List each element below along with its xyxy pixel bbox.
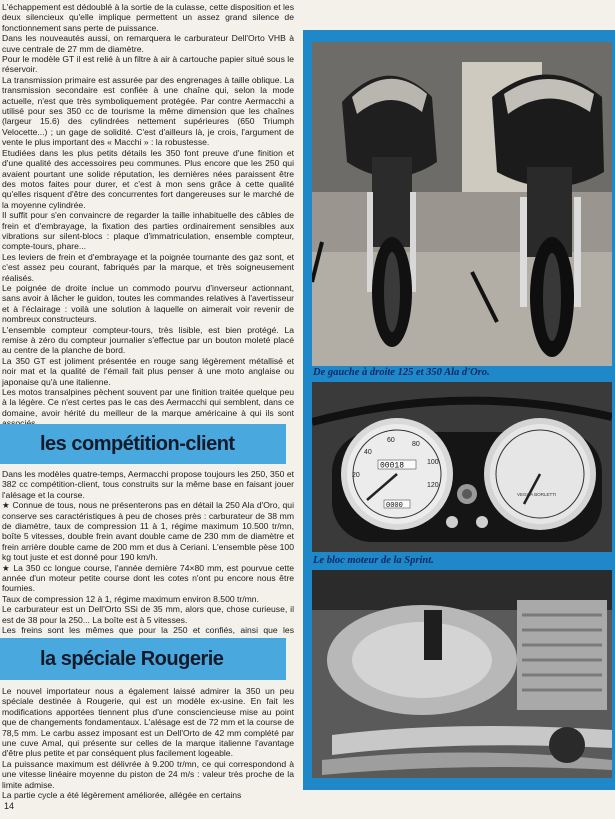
gauge-brand: VEGLIA BORLETTI bbox=[517, 492, 557, 497]
paragraph: Les leviers de frein et d'embrayage et la poignée tournante des gaz sont, et c'est assez peu courant, fabriqués par la marque, et très soigneusement réalisés. bbox=[2, 251, 294, 283]
paragraph: ★ La 350 cc longue course, l'année dernière 74×80 mm, est pourvue cette année d'un moteur petite course dont les cotes n'ont pu encore nous être fournies. bbox=[2, 562, 294, 594]
section-heading-rougerie bbox=[0, 638, 286, 680]
paragraph: ★ Connue de tous, nous ne présenterons pas en détail la 250 Ala d'Oro, qui conserve ses caractéristiques à peu de choses près : carburateur de 38 mm de diamètre, taux de compression 11 à 1, régime maximum 10.500 tr/mn, boîte 5 vitesses, double frein avant double came de 230 mm de diamètre et frein arrière double came de 200 mm et dus à Ceriani. L'ensemble pèse 100 kg tout juste et est donné pour 190 km/h. bbox=[2, 500, 294, 563]
paragraph: Le poignée de droite inclue un commodo pourvu d'inverseur actionnant, sans avoir à lâcher le guidon, toutes les commandes relatives à l'avertisseur et à l'éclairage : voilà une solution à laquelle on aimerait voir revenir de nombreux constructeurs. bbox=[2, 282, 294, 325]
section-heading-competition bbox=[0, 424, 286, 464]
section-heading-text: la spéciale Rougerie bbox=[40, 648, 224, 670]
svg-text:120: 120 bbox=[427, 482, 439, 489]
odometer-readout: 00018 bbox=[380, 461, 405, 471]
section-heading-text: les compétition-client bbox=[40, 433, 235, 455]
paragraph: Pour le modèle GT il est relié à un filtre à air à cartouche papier situé sous le réservoir. bbox=[2, 54, 294, 75]
engine-illustration bbox=[312, 570, 612, 778]
paragraph: Les freins sont les mêmes que pour la 250 et confiés, ainsi que les bbox=[2, 625, 294, 636]
paragraph: Le carburateur est un Dell'Orto SSi de 35 mm, alors que, chose curieuse, il est de 38 pour la 250... La boîte est à 5 vitesses. bbox=[2, 604, 294, 625]
paragraph: Le nouvel importateur nous a également laissé admirer la 350 un peu spéciale destinée à Rougerie, qui est un modèle ex-usine. En fait les modifications apportées tiennent plus d'une consciencieuse mise au point que de changements fondamentaux. L'alésage est de 72 mm et la course de 78,5 mm. Le carbu assez imposant est un Dell'Orto de 42 mm complété par une cuve Amal, qui présente sur celles de la marque italienne l'avantage d'être plus petite et par conséquent plus facilement logeable. bbox=[2, 686, 294, 759]
svg-text:100: 100 bbox=[427, 459, 439, 466]
article-intro bbox=[0, 2, 296, 429]
section-competition-body bbox=[0, 469, 296, 646]
paragraph: La puissance maximum est délivrée à 9.200 tr/mn, ce qui correspondond à une vitesse linéaire moyenne du piston de 24 m/s : valeur très proche de la limite admise. bbox=[2, 758, 294, 790]
paragraph: Il suffit pour s'en convaincre de regarder la taille inhabituelle des câbles de frein et d'embrayage, la fixation des parties ordinairement sensibles aux vibrations sur silent-blocs : plaque d'immatriculation, ensemble compteur, compte-tours, phare... bbox=[2, 210, 294, 252]
paragraph: La transmission primaire est assurée par des engrenages à taille oblique. La transmission secondaire est confiée à une chaîne qui, selon la mode actuelle, n'est que très symboliquement protégée. Par contre Aermacchi a utilisé pour ses 350 cc de tourisme la même dimension que les chaînes (largeur 15.6) des cylindrées nettement supérieures (650 Triumph Velocette...) ; un gage de solidité. C'est d'ailleurs là, je crois, l'argument de vente le plus important des « Macchi » : la robustesse. bbox=[2, 74, 294, 148]
paragraph: L'ensemble compteur compteur-tours, très lisible, est bien protégé. La remise à zéro du compteur journalier s'effectue par un bouton moleté placé au centre de la planche de bord. bbox=[2, 324, 294, 356]
photo-panel bbox=[303, 30, 615, 790]
photo-motorcycles bbox=[312, 42, 612, 366]
svg-text:40: 40 bbox=[364, 449, 372, 456]
photo-gauges bbox=[312, 382, 612, 552]
paragraph: La 350 GT est joliment présentée en rouge sang légèrement métallisé et noir mat et la qualité de l'émail fait plus penser à une moto anglaise ou japonaise qu'à une italienne. bbox=[2, 355, 294, 387]
photo-engine bbox=[312, 570, 612, 778]
paragraph: La partie cycle a été légèrement améliorée, allégée en certains bbox=[2, 790, 242, 801]
trip-readout: 0000 bbox=[386, 502, 403, 510]
gauges-illustration bbox=[312, 382, 612, 552]
section-rougerie-body bbox=[0, 686, 296, 800]
paragraph: Dans les nouveautés aussi, on remarquera le carburateur Dell'Orto VHB à cuve centrale de 27 mm de diamètre. bbox=[2, 33, 294, 54]
paragraph: Taux de compression 12 à 1, régime maximum environ 8.500 tr/mn. bbox=[2, 593, 259, 604]
photo-caption: De gauche à droite 125 et 350 Ala d'Oro. bbox=[313, 367, 490, 378]
paragraph: L'échappement est dédoublé à la sortie de la culasse, cette disposition et les deux silencieux qu'elle implique permettent un assez grand silence de fonctionnement sans perte de puissance. bbox=[2, 2, 294, 33]
svg-text:60: 60 bbox=[387, 437, 395, 444]
text-column bbox=[0, 0, 300, 819]
motorcycles-illustration bbox=[312, 42, 612, 366]
paragraph: Les motos transalpines pèchent souvent par une finition traitée quelque peu à la légère. Ce n'est certes pas le cas des Aermacchi qui semblent, dans ce domaine, avoir hérité du meilleur de la marque américaine à qui ils sont bbox=[2, 387, 294, 418]
paragraph: Dans les modèles quatre-temps, Aermacchi propose toujours les 250, 350 et 382 cc compétition-client, tous construits sur la même base en faisant jouer l'alésage et la course. bbox=[2, 469, 294, 500]
page-number: 14 bbox=[4, 801, 15, 811]
paragraph: Etudiées dans les plus petits détails les 350 font preuve d'une finition et d'une qualité des accessoires peu communes. Plus encore que les 250 qui avaient pourtant une solide réputation, les dernières nées paraissent être des motos faites pour durer, et c'est à mon sens grâce à cette qualité qu'elles risquent d'être des concurrentes fort dangereuses sur le marché de la moyenne cylindrée. bbox=[2, 147, 294, 210]
photo-caption: Le bloc moteur de la Sprint. bbox=[313, 555, 434, 566]
svg-text:80: 80 bbox=[412, 441, 420, 448]
svg-text:20: 20 bbox=[352, 472, 360, 479]
